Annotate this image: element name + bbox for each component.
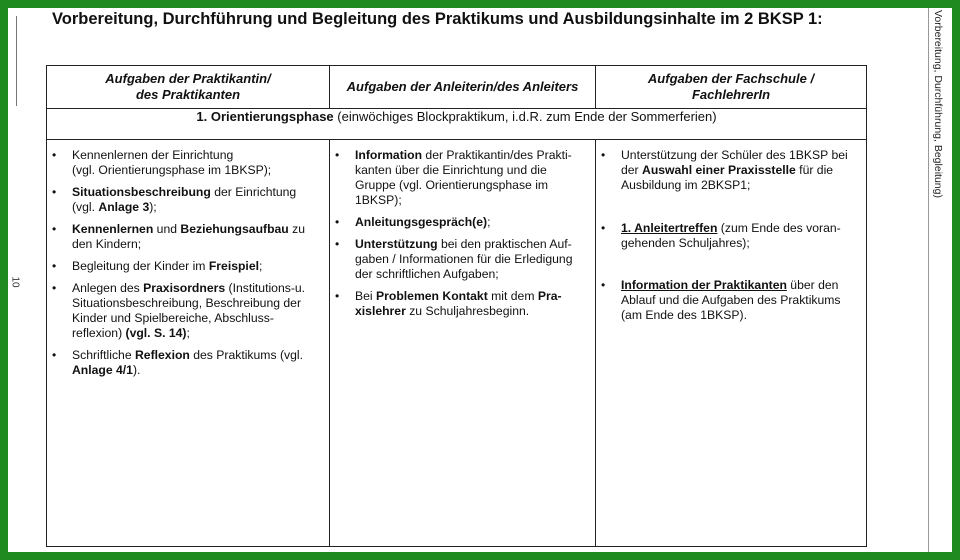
list-item: • Anlegen des Praxisordners (Institutions-u. Situationsbeschreibung, Beschreibung der Kinder und Spielbereiche, Abschluss-reflexion) (vgl. S. 14); xyxy=(72,281,323,341)
anleiter-task-list xyxy=(330,148,595,319)
fachschule-task-list xyxy=(596,148,866,323)
list-item: • 1. Anleitertreffen (zum Ende des voran-gehenden Schuljahres); xyxy=(621,221,860,251)
list-item: • Begleitung der Kinder im Freispiel; xyxy=(72,259,323,274)
list-item: • Schriftliche Reflexion des Praktikums (vgl. Anlage 4/1). xyxy=(72,348,323,378)
list-item: • Kennenlernen und Beziehungsaufbau zu den Kindern; xyxy=(72,222,323,252)
table-header-row xyxy=(47,66,867,109)
list-item: • Unterstützung bei den praktischen Auf-gaben / Informationen für die Erledigung der schriftlichen Aufgaben; xyxy=(355,237,589,282)
phase-row xyxy=(47,109,867,140)
header-anleiter: Aufgaben der Anleiterin/des Anleiters xyxy=(330,66,596,109)
phase-title: 1. Orientierungsphase (einwöchiges Blockpraktikum, i.d.R. zum Ende der Sommerferien) xyxy=(47,109,867,140)
page-number: 10 xyxy=(9,276,21,288)
list-item: • Information der Praktikantin/des Prakti-kanten über die Einrichtung und die Gruppe (vgl. Orientierungsphase im 1BKSP); xyxy=(355,148,589,208)
task-table xyxy=(46,65,867,547)
left-margin-rule xyxy=(16,16,17,106)
list-item: • Unterstützung der Schüler des 1BKSP bei der Auswahl einer Praxisstelle für die Ausbildung im 2BKSP1; xyxy=(621,148,860,193)
fachschule-tasks-cell xyxy=(596,140,867,547)
list-item: • Situationsbeschreibung der Einrichtung (vgl. Anlage 3); xyxy=(72,185,323,215)
document-title: Vorbereitung, Durchführung und Begleitung des Praktikums und Ausbildungsinhalte im 2 BKSP 1: xyxy=(52,10,823,28)
tasks-row xyxy=(47,140,867,547)
list-item: • Information der Praktikanten über den Ablauf und die Aufgaben des Praktikums (am Ende des 1BKSP). xyxy=(621,278,860,323)
praktikant-task-list xyxy=(47,148,329,378)
header-praktikant: Aufgaben der Praktikantin/ des Praktikanten xyxy=(47,66,330,109)
list-item: • Kennenlernen der Einrichtung (vgl. Orientierungsphase im 1BKSP); xyxy=(72,148,323,178)
list-item: • Bei Problemen Kontakt mit dem Pra-xislehrer zu Schuljahresbeginn. xyxy=(355,289,589,319)
document-page xyxy=(8,8,952,552)
praktikant-tasks-cell xyxy=(47,140,330,547)
side-running-title: Vorbereitung, Durchführung, Begleitung) xyxy=(932,10,944,198)
right-margin-rule xyxy=(928,8,929,552)
anleiter-tasks-cell xyxy=(330,140,596,547)
list-item: • Anleitungsgespräch(e); xyxy=(355,215,589,230)
header-fachschule: Aufgaben der Fachschule / FachlehrerIn xyxy=(596,66,867,109)
